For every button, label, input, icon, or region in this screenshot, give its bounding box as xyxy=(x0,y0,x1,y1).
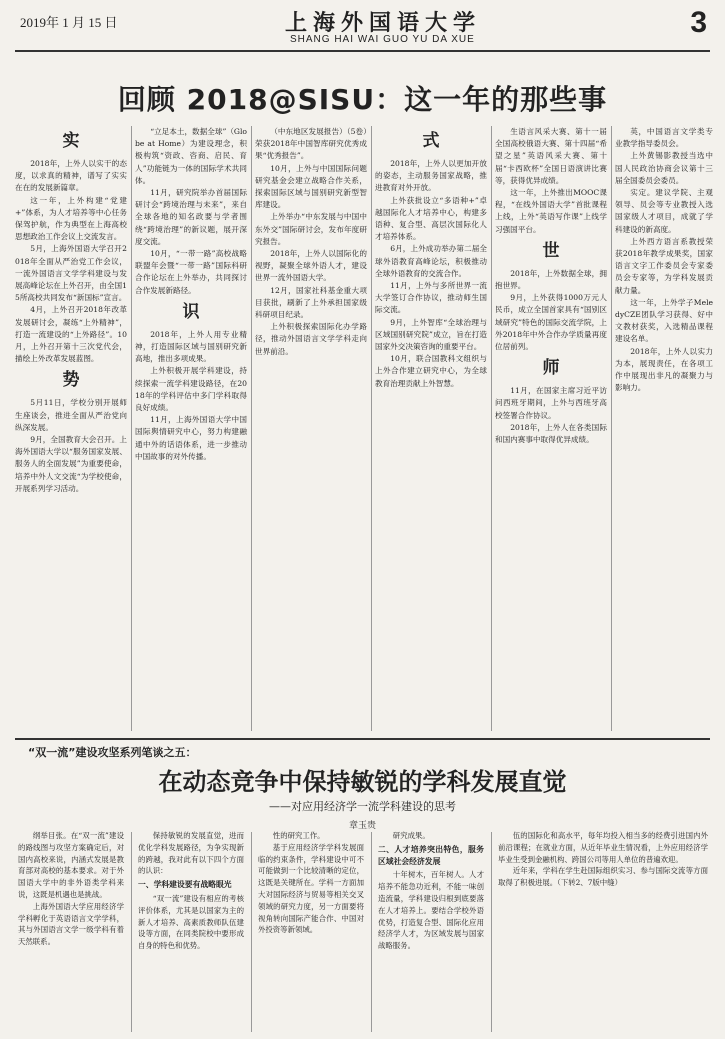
column-divider xyxy=(251,832,252,1032)
paragraph: 纲举目张。在“双一流”建设的路线图与攻坚方案确定后，对国内高校来说，内涵式发展是教育部对高校的基本要求。对于外国语大学中的非外语类学科来说，这既是机遇也是挑战。 xyxy=(18,831,124,899)
paragraph: 10月，“一带一路”高校战略联盟年会暨“一带一路”国际科研合作论坛在上外举办，共同探讨合作发展新路径。 xyxy=(135,249,247,295)
paragraph: 9月，上外获得1000万元人民币，成立全国首家具有“国别区域研究”特色的国际交流学院，上外2018年中外合作办学质量再度位居前列。 xyxy=(495,293,607,352)
paragraph: 5月11日，学校分别开展师生座谈会，推进全面从严治党向纵深发展。 xyxy=(15,398,127,432)
paragraph: 这一年，上外推出MOOC课程，“在线外国语大学”首批课程上线，上外“英语写作课”上线学习强国平台。 xyxy=(495,188,607,234)
paragraph: 实定。建议学院、主观领导、员会等专业教授入选国家级人才项目，成就了学科建设的新高度。 xyxy=(615,188,713,234)
paragraph: 2018年，上外人在各类国际和国内赛事中取得优异成绩。 xyxy=(495,422,607,445)
paragraph: 4月，上外召开2018年改革发展研讨会，凝练“上外精神”，打造一流建设的“上外路径”。10月，上外召开第十三次党代会，描绘上外改革发展蓝图。 xyxy=(15,305,127,364)
section-label: 实 xyxy=(62,131,80,151)
paragraph: 近年来，学科在学生赴国际组织实习、参与国际交流等方面取得了积极进展。（下转2、7版中缝） xyxy=(498,866,708,888)
paragraph: 2018年，上外人以实力为本，展现责任，在各项工作中展现出非凡的凝聚力与影响力。 xyxy=(615,346,713,393)
paragraph: （中东地区发展报告）（5卷）荣获2018年中国智库研究优秀成果“优秀报告”。 xyxy=(255,127,367,161)
article-subheading: 一、学科建设要有战略眼光 xyxy=(138,880,232,890)
section-label: 世 xyxy=(542,240,560,261)
article-column-5 xyxy=(498,830,708,1035)
paragraph: 上海外国语大学应用经济学学科孵化于英语语言文学学科，其与外国语言文学一级学科有着天然联系。 xyxy=(18,901,124,947)
paragraph: 研究成果。 xyxy=(392,831,430,840)
section-label: 势 xyxy=(62,370,80,391)
paragraph: 2018年，上外人以国际化的视野，凝聚全球外语人才，建设世界一流外国语大学。 xyxy=(255,249,367,283)
paragraph: 10月，上外与中国国际问题研究基金会建立战略合作关系，探索国际区域与国别研究新型智库建设。 xyxy=(255,163,367,210)
paragraph: 基于应用经济学学科发展面临的约束条件，学科建设中可不可能做到一个比较清晰的定位，这既是关键所在。学科一方面加大对国际经济与贸易等相关交叉领域的研究力度，另一方面要将视角转向国际产能合作、中国对外投资等新领域。 xyxy=(258,842,364,935)
article-column-4 xyxy=(378,830,484,1035)
column-divider xyxy=(251,126,252,731)
paragraph: 上外积极开展学科建设，持续探索一流学科建设路径，在2018年的学科评估中多门学科取得良好成绩。 xyxy=(135,366,247,413)
paragraph: 9月，全国教育大会召开。上海外国语大学以“服务国家发展、服务人的全面发展”为重要使命，培养中外人文交流“为学校使命，开展系列学习活动。 xyxy=(15,435,127,493)
paragraph: 11月，上外与多所世界一流大学签订合作协议，推动师生国际交流。 xyxy=(375,281,487,315)
paragraph: 11月，上海外国语大学中国国际舆情研究中心，努力构建融通中外的话语体系，进一步推动中国故事的对外传播。 xyxy=(135,415,247,461)
paper-name: 上海外国语大学 xyxy=(285,10,482,36)
paragraph: 2018年，上外人以更加开放的姿态，主动服务国家战略，推进教育对外开放。 xyxy=(375,159,487,193)
paragraph: 生语言风采大赛、第十一届全国高校俄语大赛、第十四届“希望之星”英语风采大赛、第十届“卡西欧杯”全国日语演讲比赛等，获得优异成绩。 xyxy=(495,127,607,185)
article-subheading: 二、人才培养突出特色，服务区域社会经济发展 xyxy=(378,844,484,866)
paragraph: 5月，上海外国语大学召开2018年全面从严治党工作会议，一流外国语言文学学科建设与发展高峰论坛在上外召开，由全国15所高校共同发布“新国标”宣言。 xyxy=(15,244,127,303)
column-1 xyxy=(15,126,127,731)
article-subtitle: ——对应用经济学一流学科建设的思考 xyxy=(269,800,456,813)
paragraph: 11月，在国家主席习近平访问西班牙期间，上外与西班牙高校签署合作协议。 xyxy=(495,386,607,420)
section-label: 式 xyxy=(422,131,440,151)
column-divider xyxy=(611,126,612,731)
paragraph: 这一年，上外构建“党建+”体系，为人才培养等中心任务保驾护航，作为典型在上海高校思想政治工作会议上交流发言。 xyxy=(15,195,127,242)
section-label: 识 xyxy=(182,301,200,322)
paragraph: 保持敏锐的发展直觉，进而优化学科发展路径，为争实现新的跨越，我对此有以下四个方面的认识： xyxy=(138,831,244,876)
paragraph: “立足本土，数据全球”（Globe at Home）为建设理念，积极构筑“资政、咨商、启民、育人”功能链为一体的国际学术共同体。 xyxy=(135,127,247,185)
page-number: 3 xyxy=(690,6,707,39)
issue-date: 2019年 1 月 15 日 xyxy=(20,15,118,30)
article-title: 在动态竞争中保持敏锐的学科发展直觉 xyxy=(158,768,567,796)
section-rule xyxy=(15,738,710,740)
paragraph: 12月，国家社科基金重大项目获批，刷新了上外承担国家级科研项目纪录。 xyxy=(255,285,367,320)
section-label: 师 xyxy=(542,358,560,379)
paragraph: 这一年，上外学子MeledyCZE团队学习获得、好中文教材获奖，入选精品课程建设名单。 xyxy=(615,297,713,344)
paragraph: 伍的国际化和高水平，每年均投入相当多的经费引进国内外前沿课程；在就业方面，从近年毕业生情况看，上外应用经济学毕业生受到金融机构、跨国公司等用人单位的普遍欢迎。 xyxy=(498,831,708,864)
page-headline: 回顾 2018@SISU：这一年的那些事 xyxy=(117,83,608,116)
article-column-2 xyxy=(138,830,244,1035)
paragraph: 2018年，上外人以实干的态度，以求真的精神，谱写了实实在在的发展新篇章。 xyxy=(15,159,127,193)
paragraph: 上外举办“中东发展与中国中东外交”国际研讨会，发布年度研究报告。 xyxy=(255,212,367,246)
paragraph: 十年树木，百年树人。人才培养不能急功近利，不能一味创造流量，学科建设归根到底要落在人才培养上。要结合学校外语优势，打造复合型、国际化应用经济学人才，为区域发展与国家战略服务。 xyxy=(378,870,484,951)
paragraph: 上外积极探索国际化办学路径，推动外国语言文学学科走向世界前沿。 xyxy=(255,322,367,356)
paragraph: 11月，研究院举办首届国际研讨会“跨境治理与未来”，来自全球各地的知名政要与学者围绕“跨境治理”的新议题，展开深度交流。 xyxy=(135,188,247,246)
article-column-1 xyxy=(18,830,124,1035)
article-column-3 xyxy=(258,830,364,1035)
column-5 xyxy=(495,126,607,731)
paragraph: 英，中国语言文学类专业教学指导委员会。 xyxy=(615,127,713,149)
paragraph: 性的研究工作。 xyxy=(272,831,325,840)
paragraph: 2018年，上外人用专业精神，打造国际区域与国别研究新高地，推出多项成果。 xyxy=(135,329,247,364)
paragraph: 上外黄锡影教授当选中国人民政治协商会议第十三届全国委员会委员。 xyxy=(615,151,713,185)
column-divider xyxy=(371,126,372,731)
paragraph: 6月，上外成功举办第二届全球外语教育高峰论坛，积极推动全球外语教育的交流合作。 xyxy=(375,244,487,278)
paper-pinyin: SHANG HAI WAI GUO YU DA XUE xyxy=(290,34,475,45)
column-3 xyxy=(255,126,367,731)
top-rule xyxy=(15,50,710,52)
column-divider xyxy=(371,832,372,1032)
article-author: 章玉贵 xyxy=(348,821,376,831)
paragraph: 9月，上外智库“全球治理与区域国别研究院”成立，旨在打造国家外交决策咨询的重要平台。 xyxy=(375,317,487,352)
column-2 xyxy=(135,126,247,731)
paragraph: “双一流”建设有相应的考核评价体系，尤其是以国家为主的新人才培养、高素质教师队伍建设等方面，在同类院校中要形成自身的特色和优势。 xyxy=(138,893,244,951)
paragraph: 上外西方语言系教授荣获2018年教学成果奖，国家语言文字工作委员会专家委员会专家等，为学科发展贡献力量。 xyxy=(615,236,713,295)
column-divider xyxy=(491,832,492,1032)
column-divider xyxy=(131,126,132,731)
column-6 xyxy=(615,126,713,731)
series-label: “双一流”建设攻坚系列笔谈之五： xyxy=(28,746,197,759)
paragraph: 2018年，上外数据全球，拥抱世界。 xyxy=(495,268,607,291)
column-divider xyxy=(131,832,132,1032)
column-4 xyxy=(375,126,487,731)
paragraph: 上外获批设立“多语种+”卓越国际化人才培养中心，构建多语种、复合型、高层次国际化人才培养体系。 xyxy=(375,195,487,242)
column-divider xyxy=(491,126,492,731)
paragraph: 10月，联合国教科文组织与上外合作建立研究中心，为全球教育治理贡献上外智慧。 xyxy=(375,354,487,388)
